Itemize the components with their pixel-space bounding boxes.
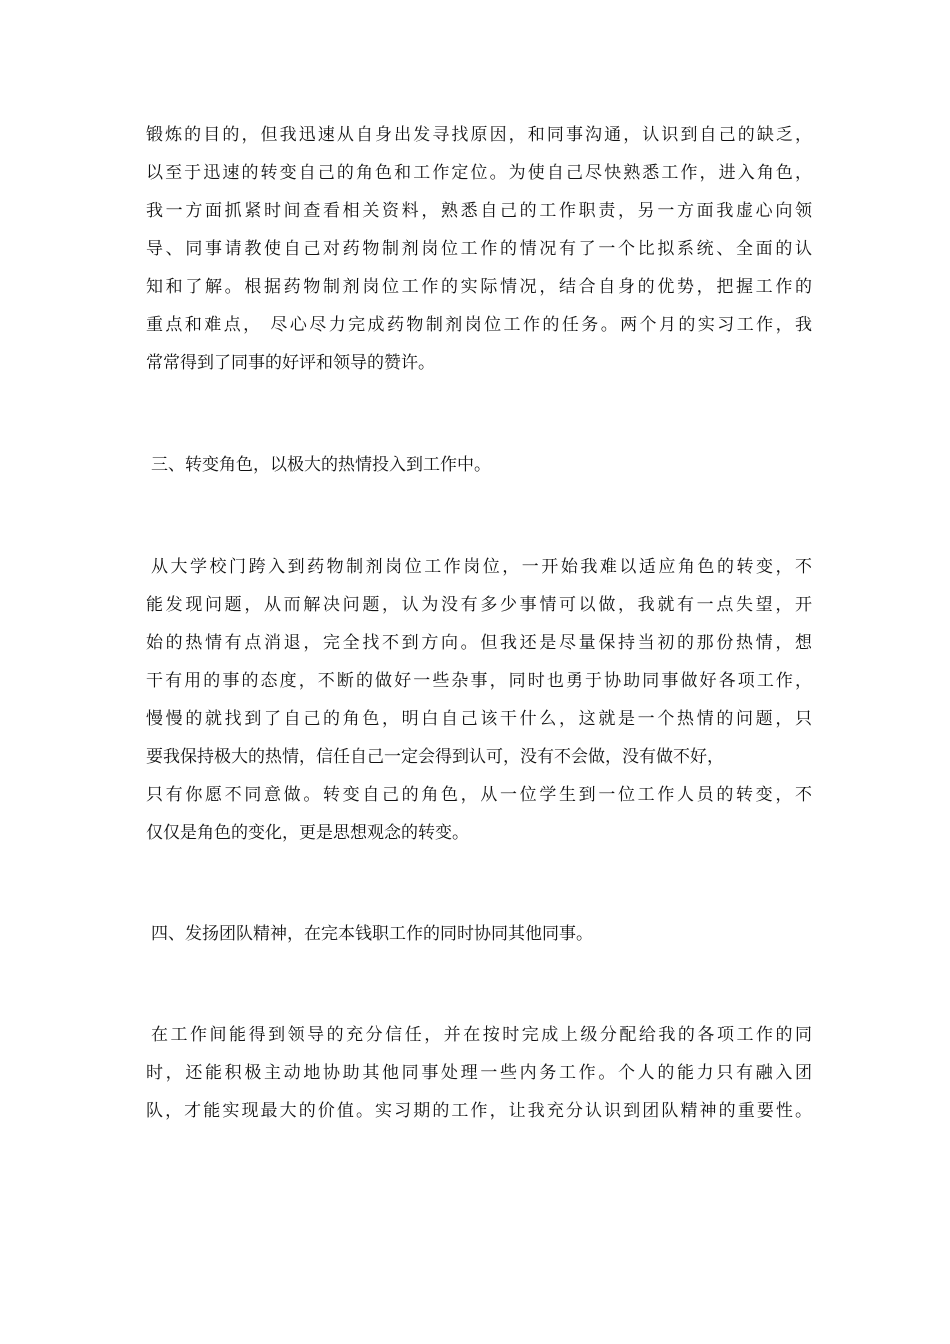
paragraph-line: 知和了解。根据药物制剂岗位工作的实际情况，结合自身的优势，把握工作的 [146,277,812,297]
paragraph-line: 在工作间能得到领导的充分信任，并在按时完成上级分配给我的各项工作的同 [151,1025,812,1045]
paragraph-line: 慢慢的就找到了自己的角色，明白自己该干什么，这就是一个热情的问题，只 [146,709,812,729]
paragraph-line: 重点和难点， 尽心尽力完成药物制剂岗位工作的任务。两个月的实习工作，我 [146,315,812,335]
paragraph-line: 时，还能积极主动地协助其他同事处理一些内务工作。个人的能力只有融入团 [146,1063,812,1083]
paragraph-line: 锻炼的目的，但我迅速从自身出发寻找原因，和同事沟通，认识到自己的缺乏， [146,125,812,145]
paragraph-line: 只有你愿不同意做。转变自己的角色，从一位学生到一位工作人员的转变，不 [146,785,812,805]
paragraph-line: 队，才能实现最大的价值。实习期的工作，让我充分认识到团队精神的重要性。 [146,1101,812,1121]
paragraph-line: 要我保持极大的热情，信任自己一定会得到认可，没有不会做，没有做不好， [146,747,724,767]
section-heading-4: 四、发扬团队精神，在完本钱职工作的同时协同其他同事。 [151,924,593,944]
paragraph-line: 常常得到了同事的好评和领导的赞许。 [146,353,435,373]
paragraph-line: 能发现问题，从而解决问题，认为没有多少事情可以做，我就有一点失望，开 [146,595,812,615]
section-heading-3: 三、转变角色，以极大的热情投入到工作中。 [151,455,491,475]
paragraph-line: 我一方面抓紧时间查看相关资料，熟悉自己的工作职责，另一方面我虚心向领 [146,201,812,221]
paragraph-line: 始的热情有点消退，完全找不到方向。但我还是尽量保持当初的那份热情，想 [146,633,812,653]
paragraph-line: 导、同事请教使自己对药物制剂岗位工作的情况有了一个比拟系统、全面的认 [146,239,812,259]
paragraph-line: 从大学校门跨入到药物制剂岗位工作岗位，一开始我难以适应角色的转变，不 [151,557,812,577]
paragraph-line: 干有用的事的态度，不断的做好一些杂事，同时也勇于协助同事做好各项工作， [146,671,812,691]
paragraph-line: 仅仅是角色的变化，更是思想观念的转变。 [146,823,469,843]
paragraph-line: 以至于迅速的转变自己的角色和工作定位。为使自己尽快熟悉工作，进入角色， [146,163,812,183]
